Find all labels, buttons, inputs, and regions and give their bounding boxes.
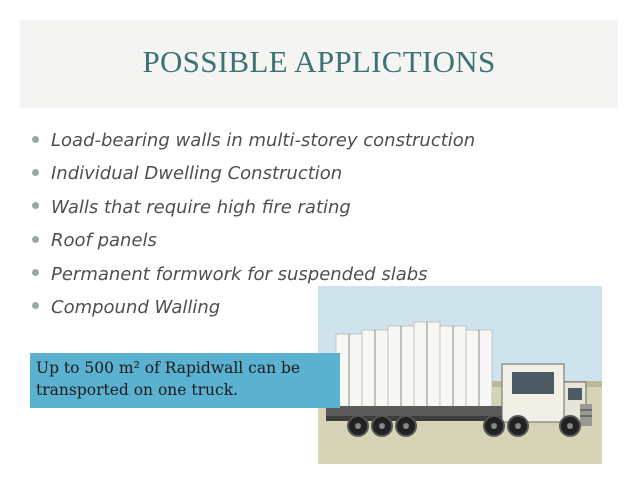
bullet-item — [28, 157, 475, 190]
caption-line: Up to 500 m² of Rapidwall can be — [36, 359, 301, 377]
slide-title: POSSIBLE APPLICTIONS — [142, 44, 496, 79]
bullet-dot-icon — [32, 236, 39, 243]
bullet-text: Compound Walling — [51, 296, 221, 318]
bullet-text: Walls that require high fire rating — [51, 196, 351, 218]
bullet-text: Individual Dwelling Construction — [51, 163, 343, 185]
bullet-text: Roof panels — [51, 230, 157, 252]
truck-photo — [318, 286, 602, 464]
bullet-item — [28, 191, 475, 224]
bullet-item — [28, 124, 475, 157]
bullet-dot-icon — [32, 169, 39, 176]
bullet-text: Load-bearing walls in multi-storey construction — [51, 130, 476, 151]
bullet-dot-icon — [32, 269, 39, 276]
bullet-dot-icon — [32, 302, 39, 309]
bullet-item — [28, 224, 475, 257]
bullet-text: Permanent formwork for suspended slabs — [51, 263, 428, 285]
bullet-dot-icon — [32, 202, 39, 209]
truck-illustration — [318, 286, 602, 464]
caption-line: transported on one truck. — [36, 381, 239, 399]
caption-box — [30, 353, 340, 408]
bullet-dot-icon — [32, 136, 39, 143]
